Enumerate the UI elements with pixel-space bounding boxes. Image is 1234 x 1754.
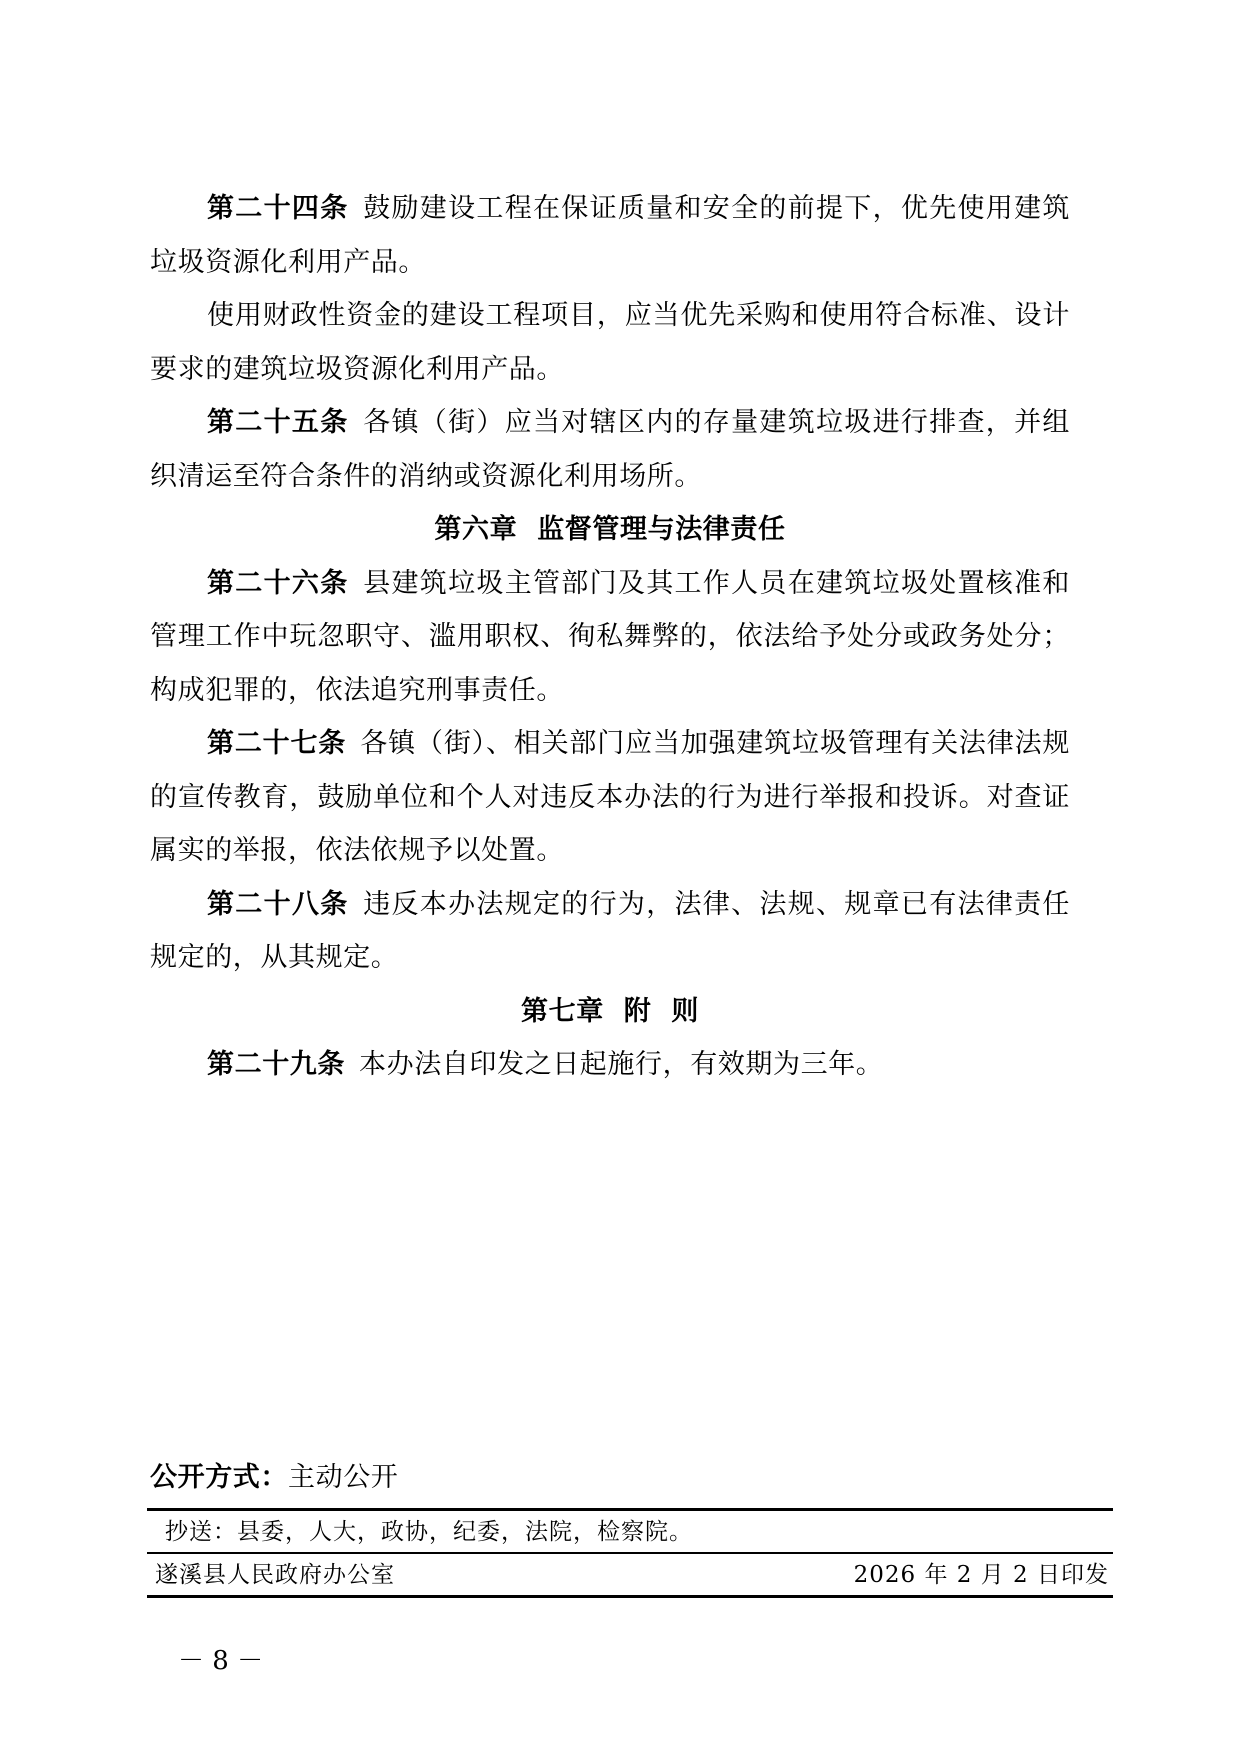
footer-rule-bottom bbox=[147, 1595, 1113, 1598]
issuer: 遂溪县人民政府办公室 bbox=[155, 1562, 395, 1588]
article-24 bbox=[150, 182, 1070, 289]
footer-rule-middle bbox=[147, 1552, 1113, 1554]
article-text: 鼓励建设工程在保证质量和安全的前提下，优先使用建筑垃圾资源化利用产品。 bbox=[150, 193, 1070, 278]
article-25 bbox=[150, 396, 1070, 503]
disclosure-value: 主动公开 bbox=[288, 1462, 399, 1493]
article-28 bbox=[150, 878, 1070, 985]
article-text: 各镇（街）、相关部门应当加强建筑垃圾管理有关法律法规的宣传教育，鼓励单位和个人对违反本办法的行为进行举报和投诉。对查证属实的举报，依法依规予以处置。 bbox=[150, 728, 1071, 866]
chapter-heading-6: 第六章 监督管理与法律责任 bbox=[434, 514, 786, 545]
article-text: 各镇（街）应当对辖区内的存量建筑垃圾进行排查，并组织清运至符合条件的消纳或资源化利用场所。 bbox=[150, 407, 1070, 492]
chapter-heading-7: 第七章 附 则 bbox=[521, 995, 699, 1027]
article-number: 第二十四条 bbox=[207, 193, 349, 224]
article-29 bbox=[150, 1038, 1070, 1092]
article-text: 本办法自印发之日起施行，有效期为三年。 bbox=[359, 1049, 884, 1080]
issue-date: 2026 年 2 月 2 日印发 bbox=[853, 1562, 1109, 1588]
article-number: 第二十六条 bbox=[207, 567, 349, 599]
paragraph-text: 使用财政性资金的建设工程项目，应当优先采购和使用符合标准、设计要求的建筑垃圾资源化利用产品。 bbox=[150, 300, 1070, 385]
paragraph bbox=[150, 289, 1070, 396]
article-27 bbox=[150, 717, 1070, 878]
footer-rule-top bbox=[147, 1508, 1113, 1511]
article-number: 第二十七条 bbox=[207, 728, 347, 759]
cc-line: 抄送：县委，人大，政协，纪委，法院，检察院。 bbox=[165, 1519, 693, 1545]
disclosure-label: 公开方式： bbox=[150, 1462, 288, 1493]
article-number: 第二十八条 bbox=[207, 888, 349, 920]
article-number: 第二十九条 bbox=[207, 1049, 345, 1080]
page-number: － 8 － bbox=[178, 1646, 264, 1676]
article-text: 违反本办法规定的行为，法律、法规、规章已有法律责任规定的，从其规定。 bbox=[150, 888, 1070, 973]
document-body bbox=[150, 182, 1070, 1092]
article-text: 县建筑垃圾主管部门及其工作人员在建筑垃圾处置核准和管理工作中玩忽职守、滥用职权、徇私舞弊的，依法给予处分或政务处分；构成犯罪的，依法追究刑事责任。 bbox=[150, 567, 1070, 706]
disclosure-line bbox=[150, 1455, 398, 1494]
article-26 bbox=[150, 557, 1070, 718]
article-number: 第二十五条 bbox=[207, 407, 349, 438]
